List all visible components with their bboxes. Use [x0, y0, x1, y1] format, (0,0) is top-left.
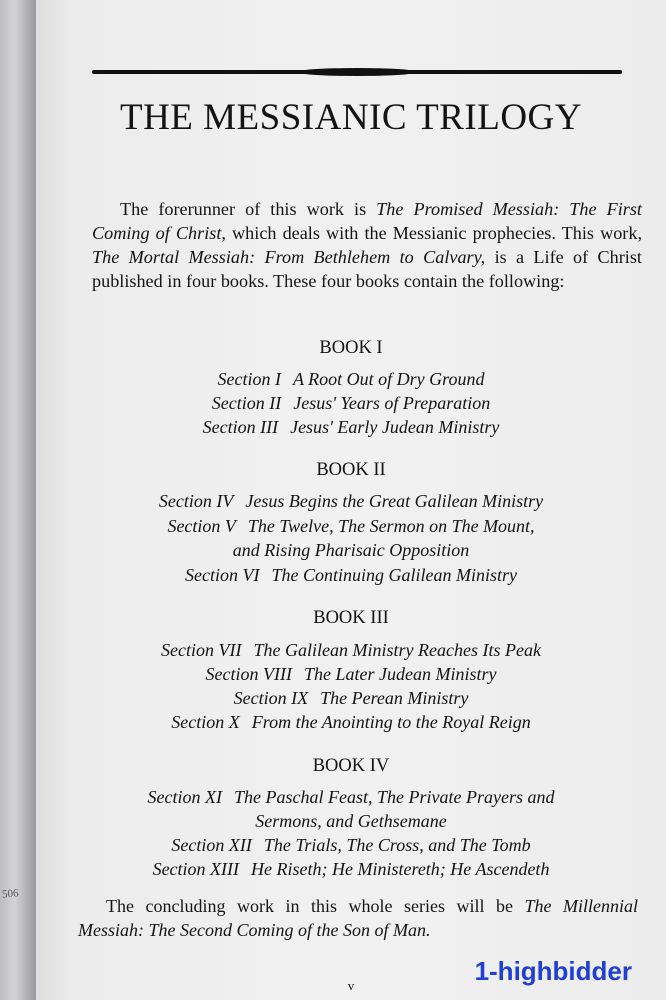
section-title: The Paschal Feast, The Private Prayers and: [234, 787, 555, 807]
intro-italic-title-2: The Mortal Messiah: From Bethlehem to Calvary,: [92, 247, 486, 267]
section-title: Jesus' Early Judean Ministry: [290, 417, 500, 437]
section-label: Section VI: [185, 565, 260, 585]
intro-text-1: The forerunner of this work is: [120, 199, 377, 219]
section-title-continuation: and Rising Pharisaic Opposition: [232, 540, 470, 560]
section-label: Section V: [167, 516, 236, 536]
left-page-edge: [0, 0, 36, 1000]
section-label: Section VIII: [205, 664, 292, 684]
section-title-continuation: Sermons, and Gethsemane: [255, 811, 447, 831]
closing-text: The concluding work in this whole series will be: [106, 896, 525, 916]
section-title: From the Anointing to the Royal Reign: [251, 712, 531, 732]
page-folio: v: [347, 978, 355, 993]
section-title: The Continuing Galilean Ministry: [271, 565, 517, 585]
intro-text-3: is a Life of Christ published in four books. These four books contain the following:: [92, 247, 642, 291]
left-page-number: 506: [1, 887, 19, 901]
section-entry: [36, 638, 666, 662]
section-title: He Riseth; He Ministereth; He Ascendeth: [251, 859, 550, 879]
section-title: The Twelve, The Sermon on The Mount,: [247, 516, 535, 536]
section-entry: [36, 785, 666, 809]
section-entry: [36, 662, 666, 686]
section-entry: [36, 489, 666, 513]
section-label: Section IV: [158, 491, 234, 511]
section-entry: [36, 833, 666, 857]
section-title: Jesus Begins the Great Galilean Ministry: [245, 491, 544, 511]
decorative-rule: [92, 70, 622, 74]
section-title: The Perean Ministry: [320, 688, 469, 708]
section-entry: [36, 857, 666, 881]
book-heading: BOOK II: [316, 460, 386, 480]
intro-italic-title-1: The Promised Messiah: The First Coming of Christ,: [92, 199, 642, 243]
section-label: Section XI: [147, 787, 223, 807]
book-heading: BOOK III: [313, 608, 389, 628]
seller-watermark: 1-highbidder: [474, 956, 632, 986]
book-heading: BOOK IV: [312, 756, 390, 776]
section-label: Section XII: [171, 835, 252, 855]
section-label: Section XIII: [152, 859, 240, 879]
section-entry: [36, 710, 666, 734]
page-title: THE MESSIANIC TRILOGY: [119, 97, 583, 138]
section-label: Section III: [202, 417, 279, 437]
section-title: The Later Judean Ministry: [303, 664, 497, 684]
section-label: Section IX: [233, 688, 309, 708]
section-entry: [36, 563, 666, 587]
section-label: Section II: [211, 393, 282, 413]
section-entry: [36, 686, 666, 710]
intro-text-2: which deals with the Messianic prophecies. This work,: [225, 223, 643, 243]
book-heading: BOOK I: [319, 338, 383, 358]
section-title: The Trials, The Cross, and The Tomb: [263, 835, 531, 855]
section-entry: [36, 367, 666, 391]
section-title: A Root Out of Dry Ground: [292, 369, 485, 389]
closing-italic-title: The Millennial Messiah: The Second Coming of the Son of Man.: [78, 896, 638, 940]
intro-paragraph: [92, 197, 642, 293]
closing-paragraph: [78, 894, 638, 942]
section-entry: [36, 391, 666, 415]
section-entry: [36, 415, 666, 439]
section-title: Jesus' Years of Preparation: [293, 393, 491, 413]
section-entry: [36, 514, 666, 538]
section-label: Section VII: [161, 640, 242, 660]
section-label: Section I: [217, 369, 281, 389]
book-page: [36, 0, 666, 1000]
section-title: The Galilean Ministry Reaches Its Peak: [253, 640, 541, 660]
section-label: Section X: [171, 712, 240, 732]
